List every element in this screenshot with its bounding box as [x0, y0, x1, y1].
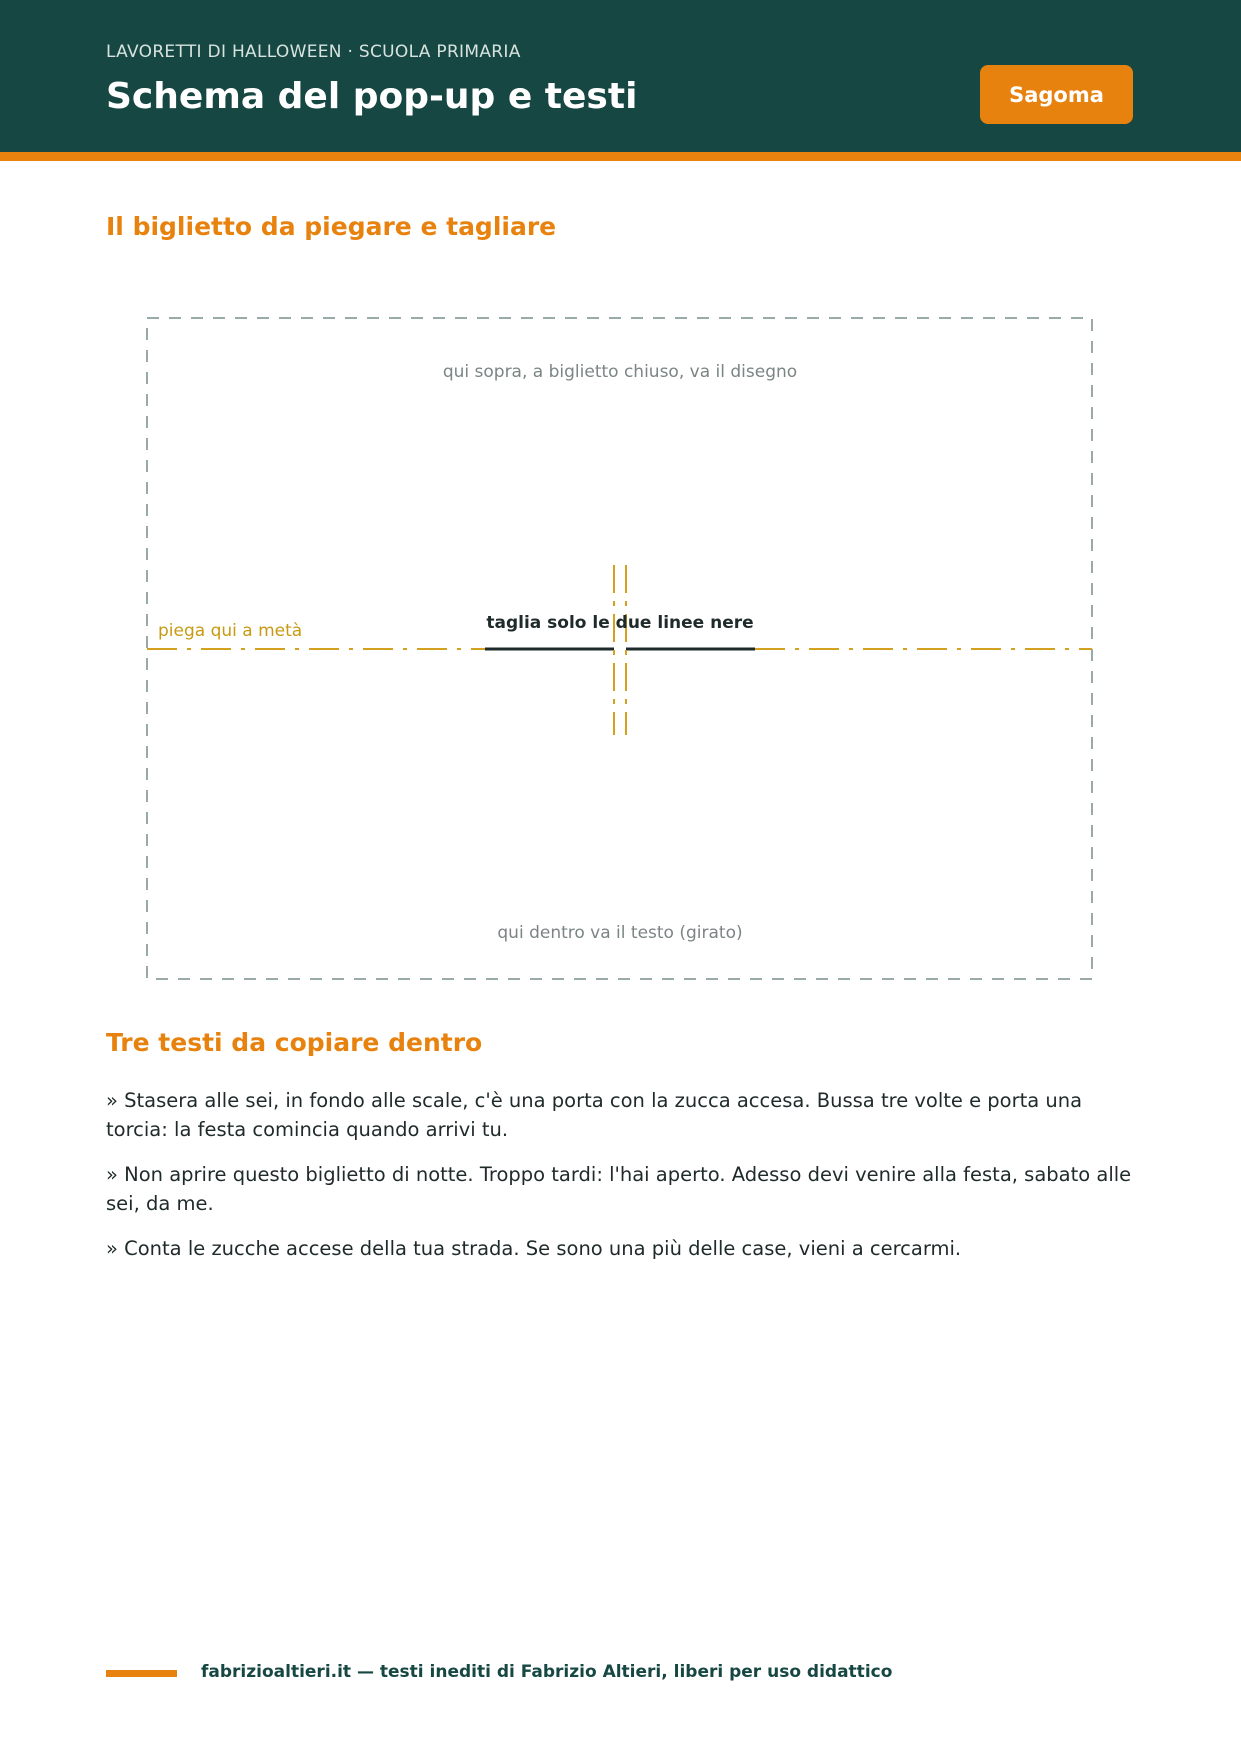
texts-list — [106, 1086, 1136, 1279]
page-title: Schema del pop-up e testi — [106, 76, 638, 117]
popup-diagram — [140, 310, 1100, 990]
popup-diagram-svg — [140, 310, 1100, 990]
text-item: » Conta le zucche accese della tua strada. Se sono una più delle case, vieni a cercarmi. — [106, 1237, 962, 1260]
diagram-heading: Il biglietto da piegare e tagliare — [106, 212, 557, 241]
header-accent-stripe — [0, 152, 1241, 161]
top-area-label: qui sopra, a biglietto chiuso, va il disegno — [442, 362, 798, 382]
footer-credit: fabrizioaltieri.it — testi inediti di Fabrizio Altieri, liberi per uso didattico — [201, 1662, 893, 1682]
page-header — [0, 0, 1241, 152]
texts-heading: Tre testi da copiare dentro — [106, 1028, 483, 1057]
bottom-area-label: qui dentro va il testo (girato) — [497, 923, 743, 943]
footer-accent-bar — [106, 1670, 177, 1677]
sagoma-badge: Sagoma — [980, 65, 1133, 124]
card-outline — [147, 318, 1092, 979]
header-eyebrow: LAVORETTI DI HALLOWEEN · SCUOLA PRIMARIA — [106, 42, 521, 62]
text-item: » Non aprire questo biglietto di notte. Troppo tardi: l'hai aperto. Adesso devi venire alla festa, sabato alle sei, da me. — [106, 1163, 1132, 1215]
text-item: » Stasera alle sei, in fondo alle scale, c'è una porta con la zucca accesa. Bussa tre volte e porta una torcia: la festa comincia quando arrivi tu. — [106, 1089, 1083, 1141]
cut-label: taglia solo le due linee nere — [486, 613, 754, 633]
fold-label: piega qui a metà — [158, 621, 303, 641]
